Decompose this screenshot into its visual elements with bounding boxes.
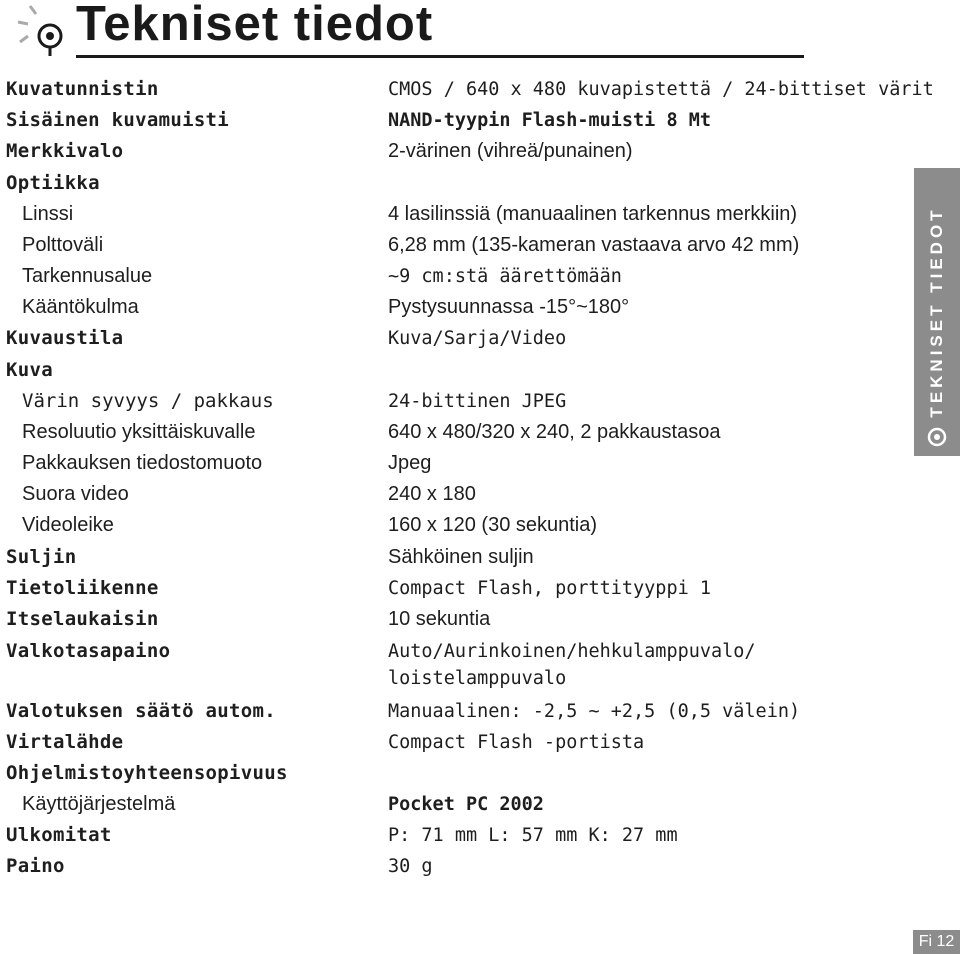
- spec-label: Videoleike: [22, 514, 114, 536]
- spec-row: [0, 199, 900, 230]
- spec-label: Käyttöjärjestelmä: [22, 793, 176, 815]
- spec-row: [0, 355, 900, 386]
- spec-value: NAND-tyypin Flash-muisti 8 Mt: [388, 110, 712, 131]
- spec-row: [0, 105, 900, 136]
- spec-row: [0, 789, 900, 820]
- section-marker-icon: [926, 426, 948, 448]
- spec-label: Värin syvyys / pakkaus: [22, 390, 274, 412]
- spec-value: CMOS / 640 x 480 kuvapistettä / 24-bittiset värit: [388, 79, 934, 100]
- spec-label: Pakkauksen tiedostomuoto: [22, 452, 263, 474]
- spec-row: [0, 323, 900, 354]
- spec-row: [0, 479, 900, 510]
- section-side-tab: [914, 168, 960, 456]
- spec-row: [0, 74, 934, 105]
- spec-label: Tarkennusalue: [22, 265, 153, 287]
- spec-label: Paino: [6, 855, 65, 877]
- spec-value: Compact Flash -portista: [388, 732, 645, 753]
- spec-label: Itselaukaisin: [6, 608, 159, 630]
- spec-value: 160 x 120 (30 sekuntia): [388, 514, 598, 536]
- spec-label: Linssi: [22, 203, 74, 225]
- spec-row: [0, 168, 900, 199]
- spec-label: Sisäinen kuvamuisti: [6, 109, 230, 131]
- spec-row: [0, 696, 900, 727]
- spec-row: [0, 636, 900, 694]
- spec-label: Suora video: [22, 483, 129, 505]
- spec-value: Compact Flash, porttityyppi 1: [388, 578, 712, 599]
- spec-value: ~9 cm:stä äärettömään: [388, 266, 622, 287]
- spec-value: 10 sekuntia: [388, 608, 491, 630]
- spec-value: 640 x 480/320 x 240, 2 pakkaustasoa: [388, 421, 721, 443]
- spec-value: 4 lasilinssiä (manuaalinen tarkennus merkkiin): [388, 203, 798, 225]
- spec-label: Tietoliikenne: [6, 577, 159, 599]
- spec-label: Merkkivalo: [6, 140, 124, 162]
- side-tab-label: TEKNISET TIEDOT: [927, 206, 946, 418]
- spec-row: [0, 727, 900, 758]
- spec-label: Valotuksen säätö autom.: [6, 700, 276, 722]
- spec-value: Sähköinen suljin: [388, 546, 534, 568]
- spec-row: [0, 136, 900, 167]
- title-underline: [76, 55, 804, 58]
- spec-label: Kääntökulma: [22, 296, 139, 318]
- spec-row: [0, 573, 900, 604]
- spec-value-continued: loistelamppuvalo: [388, 668, 567, 689]
- spec-row: [0, 417, 900, 448]
- spec-label: Valkotasapaino: [6, 640, 171, 662]
- spec-row: [0, 510, 900, 541]
- spec-value: Pystysuunnassa -15°~180°: [388, 296, 630, 318]
- spec-label: Kuvaustila: [6, 327, 124, 349]
- spec-value: 30 g: [388, 856, 433, 877]
- spec-label: Optiikka: [6, 172, 100, 194]
- spec-row: [0, 758, 900, 789]
- page-title: Tekniset tiedot: [76, 0, 434, 51]
- spec-value: P: 71 mm L: 57 mm K: 27 mm: [388, 825, 678, 846]
- spec-label: Polttoväli: [22, 234, 104, 256]
- spec-row: [0, 851, 900, 882]
- spec-value: Jpeg: [388, 452, 432, 474]
- spec-value: 24-bittinen JPEG: [388, 391, 567, 412]
- page-header: [0, 0, 820, 60]
- spec-row: [0, 292, 900, 323]
- spec-label: Ulkomitat: [6, 824, 112, 846]
- spec-row: [0, 261, 900, 292]
- spec-value: 240 x 180: [388, 483, 476, 505]
- spec-row: [0, 386, 900, 417]
- spec-row: [0, 448, 900, 479]
- spec-row: [0, 230, 900, 261]
- page-number: Fi 12: [913, 930, 960, 954]
- spec-row: [0, 604, 900, 635]
- spec-label: Kuva: [6, 359, 53, 381]
- spec-value: Auto/Aurinkoinen/hehkulamppuvalo/: [388, 641, 756, 662]
- spec-value: Pocket PC 2002: [388, 794, 544, 815]
- spec-row: [0, 542, 900, 573]
- spec-label: Ohjelmistoyhteensopivuus: [6, 762, 288, 784]
- spec-label: Resoluutio yksittäiskuvalle: [22, 421, 256, 443]
- spec-value: Kuva/Sarja/Video: [388, 328, 567, 349]
- section-marker-icon: [12, 2, 74, 56]
- spec-value: 2-värinen (vihreä/punainen): [388, 140, 633, 162]
- spec-value: Manuaalinen: -2,5 ~ +2,5 (0,5 välein): [388, 701, 801, 722]
- spec-label: Kuvatunnistin: [6, 78, 159, 100]
- spec-label: Suljin: [6, 546, 77, 568]
- spec-row: [0, 820, 900, 851]
- spec-value: 6,28 mm (135-kameran vastaava arvo 42 mm): [388, 234, 800, 256]
- spec-label: Virtalähde: [6, 731, 124, 753]
